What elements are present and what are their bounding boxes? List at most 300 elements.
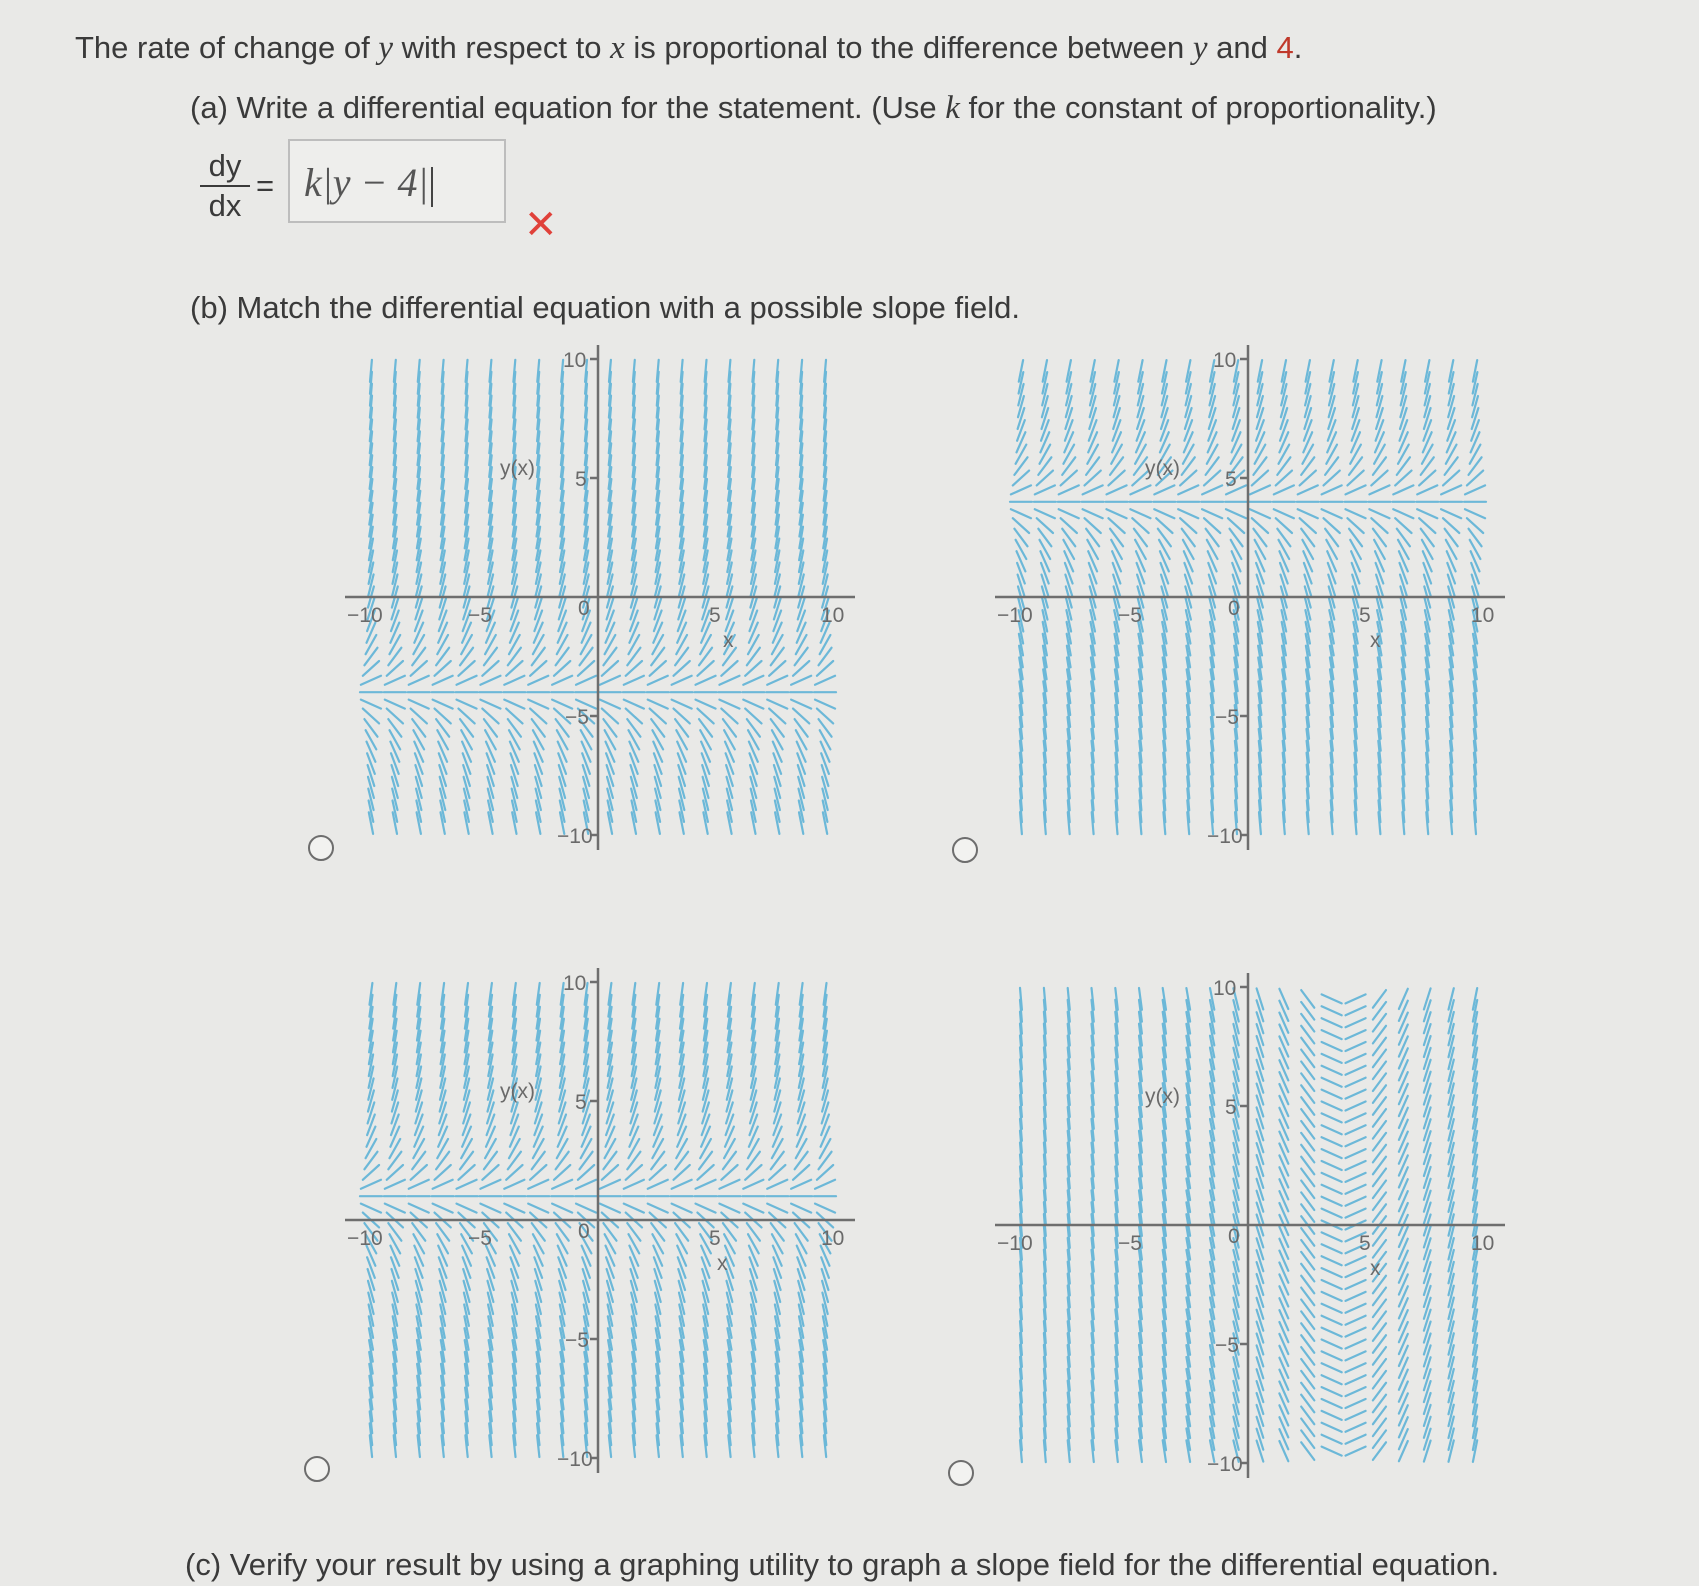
slope-segment (795, 648, 808, 666)
tick-x-neg10: −10 (997, 604, 1033, 627)
slope-segment (433, 700, 453, 709)
slope-segment (1346, 1102, 1366, 1111)
slope-segment (743, 676, 763, 685)
slope-segment (627, 1223, 640, 1241)
slope-segment (771, 719, 784, 737)
tick-x-neg5: −5 (468, 604, 492, 627)
slope-segment (699, 648, 712, 666)
slope-segment (675, 648, 688, 666)
slope-segment (696, 676, 716, 685)
slope-segment (1274, 485, 1294, 494)
slope-segment (504, 1180, 524, 1189)
slope-segment (1322, 1316, 1342, 1325)
tick-x-0: 0 (578, 597, 590, 620)
slope-segment (672, 1204, 692, 1213)
slope-segment (460, 719, 473, 737)
tick-y-neg10: −10 (1207, 1453, 1243, 1476)
slope-segment (1322, 1030, 1342, 1039)
slope-segment (484, 719, 497, 737)
slope-segment (580, 648, 593, 666)
answer-input[interactable] (288, 139, 506, 223)
slope-segment (385, 700, 405, 709)
slope-segment (603, 719, 616, 737)
slope-field-c-svg (345, 968, 855, 1473)
slope-field-b-svg (995, 345, 1505, 850)
y-axis-label: y(x) (500, 457, 535, 480)
slope-segment (1346, 1149, 1366, 1158)
slope-segment (723, 1152, 736, 1170)
slope-segment (1346, 1340, 1366, 1349)
slope-segment (1059, 485, 1079, 494)
tick-x-0: 0 (1228, 597, 1240, 620)
slope-segment (1322, 1268, 1342, 1277)
slope-segment (1346, 1113, 1366, 1122)
slope-segment (1441, 485, 1461, 494)
slope-segment (1346, 509, 1366, 518)
slope-segment (1322, 994, 1342, 1003)
slope-segment (627, 648, 640, 666)
cross-icon: ✕ (524, 203, 558, 247)
slope-segment (1346, 1042, 1366, 1051)
slope-segment (385, 1180, 405, 1189)
slope-segment (1393, 485, 1413, 494)
slope-segment (457, 700, 477, 709)
slope-field-a-svg (345, 345, 855, 850)
x-axis-label: x (1370, 629, 1381, 652)
slope-segment (1397, 457, 1410, 475)
slope-segment (388, 1223, 401, 1241)
slope-segment (1373, 457, 1386, 475)
slope-segment (480, 700, 500, 709)
slope-segment (528, 700, 548, 709)
slope-segment (1349, 457, 1362, 475)
tick-y-10: 10 (563, 349, 587, 372)
slope-segment (648, 676, 668, 685)
slope-segment (1322, 1423, 1342, 1432)
slope-segment (1346, 1197, 1366, 1206)
slope-segment (1182, 457, 1195, 475)
slope-segment (364, 719, 377, 737)
slope-segment (532, 648, 545, 666)
tick-y-neg5: −5 (565, 706, 589, 729)
slope-segment (1322, 1435, 1342, 1444)
slope-segment (600, 676, 620, 685)
slope-segment (552, 1180, 572, 1189)
slope-segment (815, 676, 835, 685)
slope-segment (1469, 529, 1482, 547)
slope-segment (1346, 1316, 1366, 1325)
slope-segment (1346, 1363, 1366, 1372)
slope-segment (1393, 509, 1413, 518)
slope-segment (600, 1204, 620, 1213)
slope-segment (719, 1204, 739, 1213)
question-text: The rate of change of y with respect to x is proportional to the difference between y and 4. (75, 30, 1303, 66)
slope-segment (412, 1152, 425, 1170)
slope-segment (743, 1180, 763, 1189)
slope-segment (699, 1152, 712, 1170)
slope-segment (508, 719, 521, 737)
slope-segment (580, 1152, 593, 1170)
slope-segment (747, 1152, 760, 1170)
slope-segment (1250, 485, 1270, 494)
slope-segment (672, 1180, 692, 1189)
slope-segment (1346, 1411, 1366, 1420)
slope-segment (504, 700, 524, 709)
slope-segment (767, 1180, 787, 1189)
slope-segment (1014, 457, 1027, 475)
slope-segment (1062, 529, 1075, 547)
slope-segment (791, 676, 811, 685)
slope-segment (1202, 509, 1222, 518)
slope-segment (795, 1152, 808, 1170)
tick-y-neg5: −5 (1215, 706, 1239, 729)
slope-segment (1107, 509, 1127, 518)
slope-field-c[interactable] (345, 968, 855, 1473)
slope-segment (1373, 529, 1386, 547)
slope-segment (815, 700, 835, 709)
tick-x-10: 10 (1471, 1232, 1495, 1255)
slope-segment (1397, 529, 1410, 547)
slope-segment (1322, 1387, 1342, 1396)
slope-segment (1062, 457, 1075, 475)
tick-x-10: 10 (1471, 604, 1495, 627)
slope-segment (624, 1204, 644, 1213)
slope-segment (767, 1204, 787, 1213)
slope-segment (385, 676, 405, 685)
slope-segment (1346, 1054, 1366, 1063)
slope-segment (747, 648, 760, 666)
slope-segment (576, 676, 596, 685)
slope-segment (409, 700, 429, 709)
slope-segment (1322, 1292, 1342, 1301)
slope-segment (1011, 509, 1031, 518)
slope-segment (484, 648, 497, 666)
slope-segment (1346, 1018, 1366, 1027)
slope-segment (1134, 529, 1147, 547)
tick-x-10: 10 (821, 604, 845, 627)
slope-segment (1369, 509, 1389, 518)
tick-y-5: 5 (575, 468, 587, 491)
slope-segment (1322, 1340, 1342, 1349)
tick-x-neg10: −10 (997, 1232, 1033, 1255)
slope-segment (1346, 1304, 1366, 1313)
slope-segment (457, 1204, 477, 1213)
slope-segment (651, 648, 664, 666)
slope-segment (1277, 457, 1290, 475)
slope-segment (1107, 485, 1127, 494)
tick-x-5: 5 (1359, 604, 1371, 627)
slope-segment (1011, 485, 1031, 494)
slope-segment (436, 1152, 449, 1170)
slope-segment (1158, 529, 1171, 547)
slope-segment (1445, 457, 1458, 475)
slope-segment (767, 676, 787, 685)
slope-segment (552, 676, 572, 685)
slope-segment (1346, 1351, 1366, 1360)
slope-segment (460, 1152, 473, 1170)
slope-segment (1178, 485, 1198, 494)
slope-segment (651, 719, 664, 737)
slope-segment (627, 1152, 640, 1170)
slope-segment (743, 700, 763, 709)
slope-segment (672, 676, 692, 685)
slope-segment (433, 1180, 453, 1189)
slope-segment (1346, 1292, 1366, 1301)
radio-option-a[interactable] (308, 835, 334, 861)
slope-segment (508, 1223, 521, 1241)
slope-segment (1465, 509, 1485, 518)
slope-segment (1322, 1351, 1342, 1360)
slope-segment (1253, 457, 1266, 475)
x-axis-label: x (1370, 1257, 1381, 1280)
slope-segment (1346, 1280, 1366, 1289)
slope-segment (1226, 509, 1246, 518)
slope-segment (767, 700, 787, 709)
slope-segment (819, 648, 832, 666)
slope-segment (388, 719, 401, 737)
slope-segment (624, 1180, 644, 1189)
slope-segment (1130, 509, 1150, 518)
slope-segment (747, 719, 760, 737)
slope-segment (556, 1152, 569, 1170)
slope-segment (508, 1152, 521, 1170)
slope-segment (603, 648, 616, 666)
slope-segment (1014, 529, 1027, 547)
slope-segment (1322, 1149, 1342, 1158)
tick-x-10: 10 (821, 1227, 845, 1250)
slope-segment (1086, 457, 1099, 475)
slope-segment (361, 700, 381, 709)
slope-segment (1325, 529, 1338, 547)
tick-x-5: 5 (709, 1227, 721, 1250)
slope-segment (819, 719, 832, 737)
part-b-label: (b) Match the differential equation with a possible slope field. (190, 290, 1021, 325)
slope-segment (791, 1180, 811, 1189)
slope-segment (1346, 485, 1366, 494)
slope-segment (1322, 509, 1342, 518)
slope-segment (1322, 1125, 1342, 1134)
slope-segment (1322, 1244, 1342, 1253)
slope-segment (1346, 1375, 1366, 1384)
slope-segment (388, 1152, 401, 1170)
slope-segment (795, 719, 808, 737)
slope-segment (1110, 457, 1123, 475)
slope-segment (1346, 1090, 1366, 1099)
tick-y-10: 10 (1213, 349, 1237, 372)
slope-segment (508, 648, 521, 666)
slope-segment (723, 719, 736, 737)
slope-segment (532, 719, 545, 737)
equals-sign: = (256, 168, 275, 203)
tick-y-5: 5 (1225, 1096, 1237, 1119)
slope-segment (409, 1180, 429, 1189)
slope-segment (576, 1180, 596, 1189)
y-axis-label: y(x) (1145, 1085, 1180, 1108)
slope-segment (1322, 1173, 1342, 1182)
slope-segment (457, 1180, 477, 1189)
slope-segment (1038, 529, 1051, 547)
slope-segment (1322, 1018, 1342, 1027)
slope-segment (771, 1223, 784, 1241)
tick-y-neg5: −5 (565, 1329, 589, 1352)
slope-segment (672, 700, 692, 709)
tick-x-0: 0 (1228, 1225, 1240, 1248)
slope-segment (1298, 485, 1318, 494)
slope-segment (480, 1204, 500, 1213)
slope-segment (1322, 1232, 1342, 1241)
slope-segment (1346, 1209, 1366, 1218)
slope-segment (433, 1204, 453, 1213)
tick-y-5: 5 (1225, 468, 1237, 491)
slope-segment (412, 719, 425, 737)
slope-segment (1346, 1268, 1366, 1277)
slope-segment (771, 1152, 784, 1170)
slope-segment (1130, 485, 1150, 494)
answer-value: k|y − 4| (304, 159, 433, 207)
slope-segment (603, 1223, 616, 1241)
radio-option-c[interactable] (304, 1456, 330, 1482)
slope-segment (1035, 509, 1055, 518)
slope-segment (719, 1180, 739, 1189)
slope-segment (480, 676, 500, 685)
slope-segment (624, 676, 644, 685)
slope-segment (1346, 1137, 1366, 1146)
slope-segment (648, 1204, 668, 1213)
slope-segment (1322, 1280, 1342, 1289)
slope-segment (1322, 1066, 1342, 1075)
slope-segment (1250, 509, 1270, 518)
slope-segment (1322, 1209, 1342, 1218)
tick-y-neg5: −5 (1215, 1334, 1239, 1357)
tick-x-0: 0 (578, 1220, 590, 1243)
derivative-fraction: dy dx (200, 148, 250, 224)
slope-segment (1322, 1197, 1342, 1206)
slope-segment (719, 676, 739, 685)
slope-segment (1206, 529, 1219, 547)
slope-segment (1325, 457, 1338, 475)
slope-segment (675, 1152, 688, 1170)
slope-field-a[interactable] (345, 345, 855, 850)
slope-segment (1346, 1030, 1366, 1039)
slope-segment (1322, 1102, 1342, 1111)
slope-segment (1322, 1399, 1342, 1408)
slope-segment (412, 648, 425, 666)
slope-field-d-svg (995, 973, 1505, 1478)
slope-segment (1178, 509, 1198, 518)
slope-segment (747, 1223, 760, 1241)
slope-segment (1038, 457, 1051, 475)
y-axis-label: y(x) (1145, 457, 1180, 480)
slope-segment (385, 1204, 405, 1213)
slope-segment (600, 1180, 620, 1189)
slope-segment (696, 1180, 716, 1189)
tick-x-5: 5 (1359, 1232, 1371, 1255)
tick-y-neg10: −10 (557, 825, 593, 848)
slope-field-b[interactable] (995, 345, 1505, 850)
slope-segment (388, 648, 401, 666)
slope-segment (699, 719, 712, 737)
slope-segment (1441, 509, 1461, 518)
slope-segment (556, 1223, 569, 1241)
slope-segment (696, 1204, 716, 1213)
slope-segment (504, 676, 524, 685)
slope-segment (1206, 457, 1219, 475)
slope-segment (1469, 457, 1482, 475)
slope-segment (1369, 485, 1389, 494)
slope-segment (743, 1204, 763, 1213)
slope-segment (1322, 1078, 1342, 1087)
slope-segment (675, 1223, 688, 1241)
tick-y-neg10: −10 (1207, 825, 1243, 848)
slope-segment (1154, 485, 1174, 494)
slope-segment (675, 719, 688, 737)
slope-segment (361, 676, 381, 685)
slope-segment (1421, 457, 1434, 475)
slope-segment (1322, 1042, 1342, 1051)
slope-segment (528, 1204, 548, 1213)
slope-segment (433, 676, 453, 685)
slope-segment (1346, 1161, 1366, 1170)
slope-segment (436, 719, 449, 737)
slope-field-d[interactable] (995, 973, 1505, 1478)
slope-segment (791, 1204, 811, 1213)
tick-x-neg10: −10 (347, 1227, 383, 1250)
radio-option-d[interactable] (948, 1460, 974, 1486)
slope-segment (364, 1152, 377, 1170)
slope-segment (532, 1152, 545, 1170)
slope-segment (412, 1223, 425, 1241)
slope-segment (436, 648, 449, 666)
slope-segment (1445, 529, 1458, 547)
slope-segment (1322, 1054, 1342, 1063)
tick-x-neg10: −10 (347, 604, 383, 627)
slope-segment (1322, 1375, 1342, 1384)
slope-segment (1322, 1304, 1342, 1313)
slope-segment (791, 700, 811, 709)
slope-segment (532, 1223, 545, 1241)
slope-segment (648, 1180, 668, 1189)
slope-segment (819, 1152, 832, 1170)
slope-segment (1083, 509, 1103, 518)
slope-segment (1035, 485, 1055, 494)
part-a-label: (a) Write a differential equation for the statement. (Use k for the constant of proportionality.) (190, 90, 1437, 126)
slope-segment (651, 1152, 664, 1170)
slope-segment (815, 1204, 835, 1213)
text-cursor (431, 167, 433, 207)
slope-segment (1346, 1399, 1366, 1408)
slope-segment (1346, 1006, 1366, 1015)
slope-segment (457, 676, 477, 685)
slope-segment (1274, 509, 1294, 518)
slope-segment (528, 676, 548, 685)
slope-segment (696, 700, 716, 709)
tick-y-10: 10 (563, 972, 587, 995)
slope-segment (460, 648, 473, 666)
slope-segment (1301, 529, 1314, 547)
x-axis-label: x (717, 1252, 728, 1275)
slope-segment (409, 1204, 429, 1213)
slope-segment (528, 1180, 548, 1189)
slope-segment (1322, 1090, 1342, 1099)
slope-segment (648, 700, 668, 709)
radio-option-b[interactable] (952, 837, 978, 863)
slope-segment (624, 700, 644, 709)
tick-y-neg10: −10 (557, 1448, 593, 1471)
slope-segment (484, 1152, 497, 1170)
slope-segment (1322, 1185, 1342, 1194)
slope-segment (1086, 529, 1099, 547)
slope-segment (361, 1204, 381, 1213)
